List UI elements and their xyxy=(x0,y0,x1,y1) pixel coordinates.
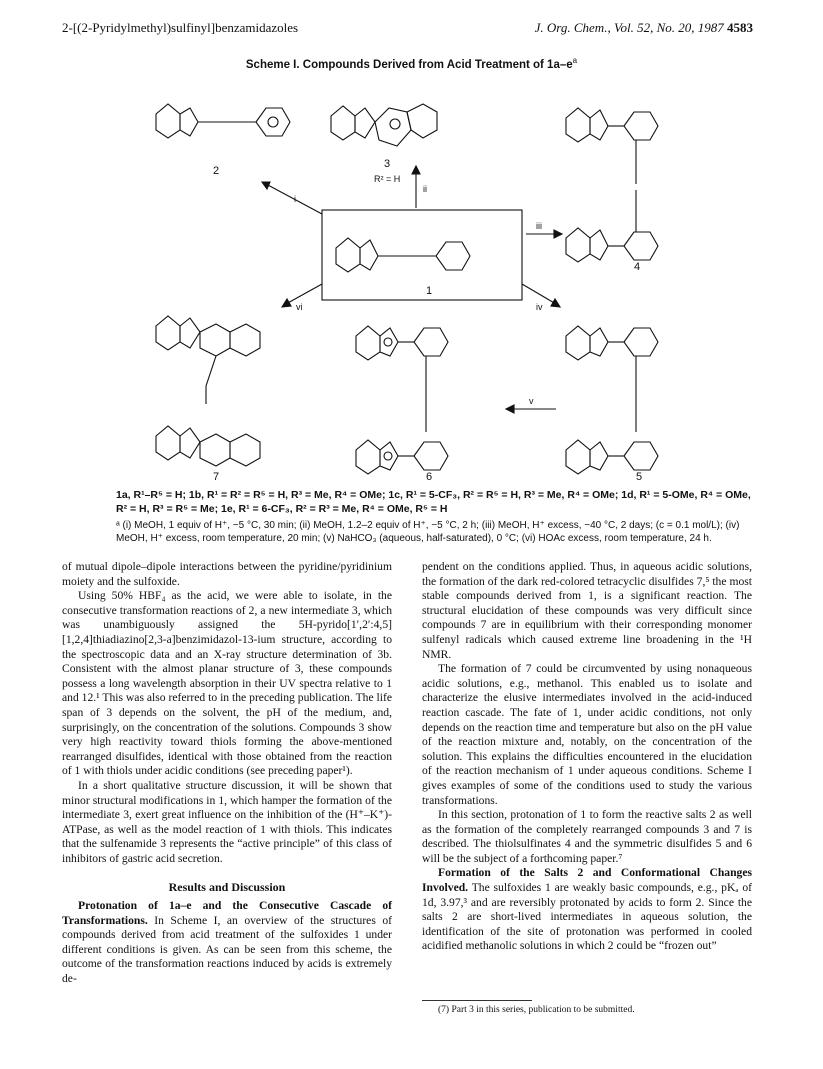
arrow-label-i: i xyxy=(294,194,296,204)
structure-2 xyxy=(156,104,290,138)
left-paragraph-3: In a short qualitative structure discussion, it will be shown that minor structural modifications in 1, which hamper the formation of the intermediate 3, exert great influence on the inhibition of the (H⁺–K⁺)-ATPase, as well as the model reaction of 1 with thiols. This indicates that the sulfenamide 3 represents the “active principle” of this class of inhibitors of gastric acid secretion. xyxy=(62,778,392,865)
right-paragraph-4: Formation of the Salts 2 and Conformational Changes Involved. The sulfoxides 1 are weakly basic compounds, e.g., pKₐ of 1d, 3.97,³ and are reversibly protonated by acids to form 2. Since the salts 2 are short-lived intermediates in aqueous solution, the identification of the site of protonation was performed in cooled acidified methanolic solutions in which 2 could be “frozen out” xyxy=(422,866,752,953)
section-heading: Results and Discussion xyxy=(168,880,286,895)
running-header-title: 2-[(2-Pyridylmethyl)sulfinyl]benzamidazoles xyxy=(62,20,299,35)
page-number: 4583 xyxy=(727,20,753,35)
left-paragraph-1: of mutual dipole–dipole interactions between the pyridine/pyridinium moiety and the sulfoxide. xyxy=(62,560,392,588)
compound-label-5: 5 xyxy=(636,471,643,483)
compound-label-6: 6 xyxy=(426,471,433,483)
structure-3 xyxy=(331,104,437,146)
condition-r2-h: R² = H xyxy=(374,174,401,184)
arrow-label-iii: iii xyxy=(536,221,542,231)
footnote-rule xyxy=(422,1000,532,1001)
right-column xyxy=(422,560,752,954)
scheme-title: Scheme I. Compounds Derived from Acid Treatment of $1a-e^a$ xyxy=(245,56,578,71)
structure-5 xyxy=(566,326,658,474)
compound-label-3: 3 xyxy=(384,158,391,170)
journal-name: J. Org. Chem., xyxy=(534,20,611,35)
structure-6 xyxy=(356,326,448,474)
left-column xyxy=(62,560,392,987)
compound-label-4: 4 xyxy=(634,261,641,273)
right-paragraph-1: pendent on the conditions applied. Thus, in aqueous acidic solutions, the formation of the dark red-colored tetracyclic disulfides 7,⁵ the most stable compounds derived from 1, is a significant reaction. The structural elucidation of these compounds was very difficult since compounds 7 are in equilibrium with their corresponding monomer sulfenyl radicals which caused extreme line broadening in the ¹H NMR. xyxy=(422,560,752,661)
reaction-scheme xyxy=(116,74,756,484)
runin-heading-salts: Formation of the Salts 2 and Conformational Changes Involved. xyxy=(422,866,752,895)
scheme-legend: 1a, R¹–R⁵ = H; 1b, R¹ = R² = R⁵ = H, R³ = Me, R⁴ = OMe; 1c, R¹ = 5-CF₃, R² = R⁵ = H, R³ = Me, R⁴ = OMe; 1d, R¹ = 5-OMe, R⁴ = OMe, R² = H, R³ = R⁵ = Me; 1e, R¹ = 6-CF₃, R² = R³ = Me, R⁴ = OMe, R⁵ = H xyxy=(116,489,751,515)
scheme-conditions: ᵃ (i) MeOH, 1 equiv of H⁺, −5 °C, 30 min; (ii) MeOH, 1.2–2 equiv of H⁺, −5 °C, 2 h; (iii) MeOH, H⁺ excess, −40 °C, 2 days; (c = 0.1 mol/L); (iv) MeOH, H⁺ excess, room temperature, 20 min; (v) NaHCO₃ (aqueous, half-saturated), 0 °C; (vi) HOAc excess, room temperature, 24 h. xyxy=(116,520,740,544)
arrow-label-v: v xyxy=(529,396,534,406)
left-paragraph-4: Protonation of 1a–e and the Consecutive Cascade of Transformations. In Scheme I, an overview of the structures of compounds derived from acid treatment of the sulfoxides 1 under different conditions is given. As can be seen from this scheme, the outcome of the transformation reactions induced by acids is extremely de- xyxy=(62,899,392,986)
runin-heading-protonation: Protonation of 1a–e and the Consecutive Cascade of Transformations. xyxy=(62,899,392,927)
arrow-label-vi: vi xyxy=(296,302,303,312)
structure-1 xyxy=(336,238,470,272)
compound-label-7: 7 xyxy=(213,471,220,483)
compound-1-box xyxy=(322,210,522,300)
journal-volume: Vol. 52, No. 20, 1987 xyxy=(613,20,724,35)
left-paragraph-2: Using 50% HBF₄ as the acid, we were able to isolate, in the consecutive transformation reactions of 2, a new intermediate 3, which was unambiguously assigned the 5H-pyrido[1′,2′:4,5][1,2,4]thiadiazino[2,3-a]benzimidazol-13-ium structure, according to the spectroscopic data and an X-ray structure determination of 3b. Consistent with the almost planar structure of 3, these compounds possess a long wavelength absorption in their UV spectra relative to 1 and 12.¹ This was also referred to in the preceding publication. The life span of 3 depends on the solvent, the pH of the medium, and, surprisingly, on the concentration of the solutions. Compounds 3 show very high reactivity toward thiols forming the above-mentioned rearranged disulfides, identical with those obtained from the reaction of 1 with thiols under acidic conditions (see preceding paper¹). xyxy=(62,589,392,778)
right-paragraph-3: In this section, protonation of 1 to form the reactive salts 2 as well as the formation of the completely rearranged compounds 3 and 7 is described. The thiolsulfinates 4 and the symmetric disulfides 5 and 6 will be the subject of a forthcoming paper.⁷ xyxy=(422,808,752,865)
compound-label-2: 2 xyxy=(213,165,220,177)
right-paragraph-2: The formation of 7 could be circumvented by using nonaqueous acidic solutions, e.g., methanol. This enabled us to isolate and characterize the elusive intermediates involved in the acid-induced reaction cascade. The fate of 1, under acidic conditions, not only depends on the reaction time and temperature but also on the pH value of the reaction mixture and, notably, on the concentration of the solution. This explains the difficulties encountered in the elucidation of the reaction mechanism of 1 under aqueous conditions. Scheme I gives examples of some of the conditions used to study the various transformations. xyxy=(422,662,752,807)
arrow-iv xyxy=(522,284,556,304)
structure-7 xyxy=(156,316,260,466)
arrow-label-ii: ii xyxy=(423,184,427,194)
footnote: (7) Part 3 in this series, publication to be submitted. xyxy=(438,1005,635,1015)
arrow-label-iv: iv xyxy=(536,302,543,312)
structure-4 xyxy=(566,108,658,262)
running-header-citation xyxy=(535,20,753,36)
arrow-vi xyxy=(286,284,322,304)
compound-label-1: 1 xyxy=(426,285,433,297)
